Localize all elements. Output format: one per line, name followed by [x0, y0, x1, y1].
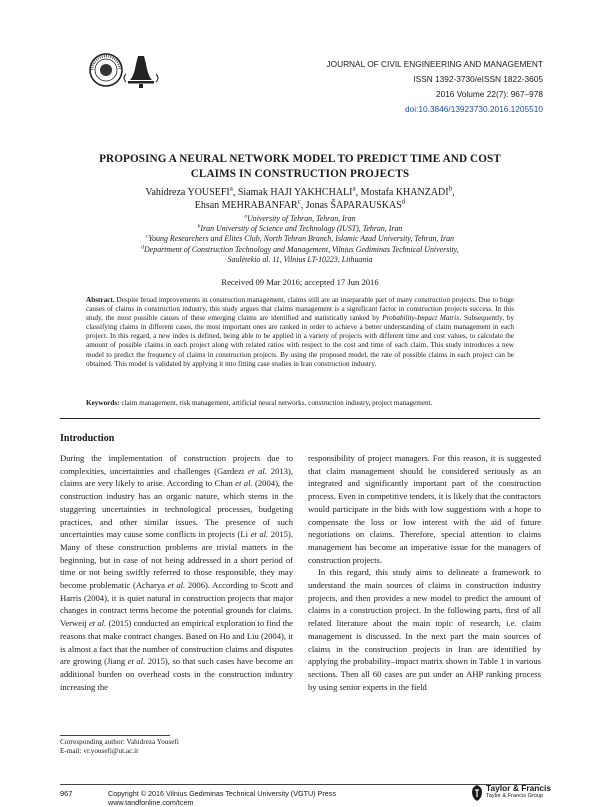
- citation-etal: et al.: [167, 580, 186, 591]
- affiliation-line: [60, 224, 540, 234]
- author-list: [60, 186, 540, 212]
- abstract-label: Abstract.: [86, 296, 115, 304]
- corresponding-author: [60, 738, 179, 756]
- section-heading: Introduction: [60, 433, 115, 444]
- publisher-emblem-icon: [470, 784, 484, 802]
- journal-website[interactable]: www.tandfonline.com/tcem: [108, 798, 194, 807]
- citation-etal: et al.: [248, 465, 267, 476]
- abstract-text-2: . Subsequently, by classifying claims in different cases, the most important ones are ranked in order to achieve a better understanding of claim management in each project. In this regard, a new index is defined, being able to be applied in a variety of projects with different time and cost values, to calculate the amount of possible claims in each project along with related ratios with respect to the cost and time of each claim. This study introduces a new model to predict the frequency of claims in construction projects. By using the proposed model, the rate of possible claims in each project can be obtained. This model is validated by applying it into fitting case studies in Iran construction industry.: [86, 314, 515, 368]
- intro-text-run: 2006). According to Scott and Harris (2004), it is quiet natural in construction projects that major changes in contract terms become the potential grounds for claims. Verweij: [60, 580, 294, 629]
- author-affiliation-mark: a: [229, 184, 233, 193]
- affiliation-text: Saulėtekio al. 11, Vilnius LT-10223, Lithuania: [227, 254, 373, 264]
- author-name: Vahidreza YOUSEFI: [145, 187, 230, 198]
- article-title: [60, 152, 540, 182]
- affiliation-mark: b: [197, 223, 201, 230]
- intro-text-run: During the implementation of construction projects due to complexities, uncertainties and challenges (Gardezi: [60, 453, 293, 476]
- received-date: Received 09 Mar 2016; accepted 17 Jun 2016: [221, 277, 379, 287]
- intro-text-run: 2015), so that such cases have become an additional burden on overhead costs in the construction industry increasing the: [60, 656, 293, 692]
- author-name: Mostafa KHANZADI: [360, 187, 449, 198]
- title-line-1: PROPOSING A NEURAL NETWORK MODEL TO PREDICT TIME AND COST: [99, 153, 501, 165]
- affiliation-text: Iran University of Science and Technology (IUST), Tehran, Iran: [200, 224, 403, 234]
- journal-logos: [86, 46, 191, 98]
- footer-divider: [60, 784, 540, 785]
- affiliation-text: University of Tehran, Tehran, Iran: [247, 214, 356, 223]
- affiliation-mark: d: [141, 243, 145, 250]
- author-name: Jonas ŠAPARAUSKAS: [305, 200, 402, 211]
- affiliation-line: [60, 255, 540, 265]
- affiliation-mark: a: [244, 213, 248, 220]
- intro-text-run: 2013), claims are very likely to arise. According to Chan: [60, 465, 293, 489]
- doi-link[interactable]: doi:10.3846/13923730.2016.1205510: [405, 104, 543, 114]
- publisher-logo: [470, 783, 552, 805]
- title-line-2: CLAIMS IN CONSTRUCTION PROJECTS: [190, 168, 410, 180]
- journal-volume: 2016 Volume 22(7): 967–978: [435, 89, 543, 99]
- intro-paragraph-1: [60, 452, 293, 693]
- keywords-text: claim management, risk management, artificial neural networks, construction industry, project management.: [119, 399, 433, 407]
- affiliation-line: [60, 234, 540, 244]
- affiliation-line: [60, 245, 540, 255]
- keywords-label: Keywords:: [86, 399, 120, 407]
- left-column: [60, 452, 293, 693]
- vgtu-seal-icon: [86, 46, 191, 98]
- intro-paragraph-2: responsibility of project managers. For this reason, it is suggested that claim management should be considered seriously as an integrated and significantly important part of the construction process. Even in competitive tenders, it is likely that the contractors would participate in the bids with low suggestions with a hope to compensate the loss or low interest with the aid of future negotiations on claims. Therefore, special attention to claims management has become an imperative issue for the managers of construction projects.: [308, 453, 541, 565]
- author-affiliation-mark: a: [352, 184, 356, 193]
- author-affiliation-mark: c: [297, 197, 301, 206]
- intro-text-run: (2015) conducted an empirical exploration to find the reasons that make contract changes. Based on Ho and Liu (2004), it is almost a fact that the number of construction claims and disputes are growing (Jiang: [60, 618, 293, 667]
- abstract-italic-term: Probability-Impact Matrix: [382, 314, 460, 323]
- publisher-group: Taylor & Francis Group: [486, 793, 544, 799]
- affiliations: [60, 214, 540, 265]
- author-affiliation-mark: b: [448, 184, 453, 193]
- journal-name: JOURNAL OF CIVIL ENGINEERING AND MANAGEMENT: [326, 59, 543, 69]
- intro-text-run: (2004), the construction industry has an organic nature, which stems in the staggering uncertainties in technological processes, budgeting practices, and other similar issues. The presence of such uncertainties may cause some conflicts in projects (Li: [60, 478, 293, 540]
- citation-etal: et al.: [250, 529, 269, 540]
- journal-header: [326, 57, 543, 117]
- intro-paragraph-3: In this regard, this study aims to delineate a framework to understand the main sources of claims in construction industry projects, and then provides a new model to predict the amount of claims in a construction project. In the following parts, first of all related literature about the main topic of research, i.e. claim management is discussed. In the next part the main sources of claims in the construction projects in Iran are identified by applying the probability–impact matrix shown in Table 1 in various sections. Then all 60 cases are put under an AHP ranking process by using senior experts in the field: [308, 567, 541, 692]
- publisher-name: Taylor & Francis: [486, 783, 552, 793]
- right-column: [308, 452, 541, 693]
- author-name: Ehsan MEHRABANFAR: [194, 200, 298, 211]
- corresponding-name: Corresponding author: Vahidreza Yousefi: [60, 738, 179, 746]
- footnote-divider: [60, 735, 170, 736]
- affiliation-text: Young Researchers and Elites Club, North Tehran Branch, Islamic Azad University, Tehran, Iran: [148, 234, 454, 244]
- intro-text-run: 2015). Many of these construction problems are trivial matters in the beginning, but in case of not being addressed in a short period of time or not being swiftly referred to those responsible, they may become problematic (Acharya: [60, 529, 293, 591]
- keywords: [86, 399, 514, 408]
- copyright-text: Copyright © 2016 Vilnius Gediminas Technical University (VGTU) Press: [108, 789, 336, 798]
- citation-etal: et al.: [235, 478, 253, 489]
- bell-logo-icon: [124, 56, 158, 88]
- affiliation-line: [60, 214, 540, 224]
- section-divider: [60, 418, 540, 419]
- corresponding-email[interactable]: E-mail: vr.yousefi@ut.ac.ir: [60, 747, 139, 756]
- author-line-2: Ehsan MEHRABANFAR$^c$, Jonas ŠAPARAUSKAS$^d$: [194, 197, 406, 211]
- author-name: Siamak HAJI YAKHCHALI: [237, 187, 353, 198]
- author-line-1: Vahidreza YOUSEFI$^a$, Siamak HAJI YAKHCHALI$^a$, Mostafa KHANZADI$^b$,: [145, 184, 455, 198]
- citation-etal: et al.: [127, 656, 146, 667]
- copyright: [108, 789, 336, 807]
- author-affiliation-mark: d: [401, 197, 406, 206]
- abstract: [86, 296, 514, 369]
- affiliation-text: Department of Construction Technology and Management, Vilnius Gediminas Technical University,: [144, 244, 459, 254]
- journal-issn: ISSN 1392-3730/eISSN 1822-3605: [413, 74, 543, 84]
- page-number: 967: [60, 789, 73, 798]
- affiliation-mark: c: [146, 233, 149, 240]
- citation-etal: et al.: [88, 618, 107, 629]
- abstract-text-1: Despite broad improvements in construction management, claims still are an inseparable part of many construction projects. Due to huge causes of claims in construction industry, this study argues that claims management is a significant factor in construction projects success. In this study, the most possible causes of these emerging claims are identified and statistically ranked by: [86, 296, 514, 323]
